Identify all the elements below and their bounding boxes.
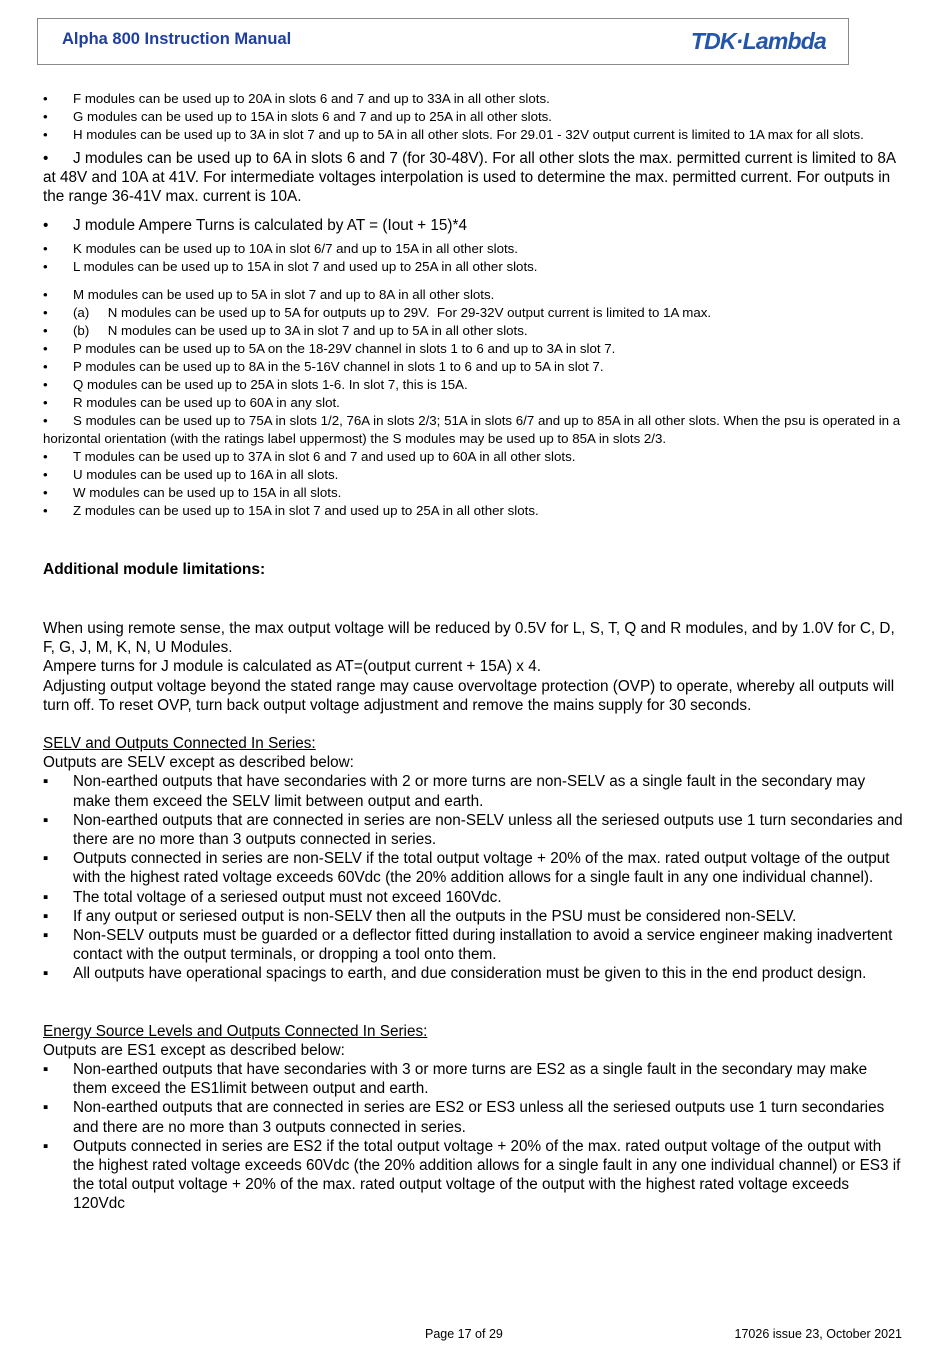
list-item: ▪ The total voltage of a seriesed output must not exceed 160Vdc. xyxy=(43,888,502,906)
paragraph: Ampere turns for J module is calculated as AT=(output current + 15A) x 4. xyxy=(43,658,541,676)
list-item: • H modules can be used up to 3A in slot 7 and up to 5A in all other slots. For 29.01 - 32V output current is limited to 1A max for all slots. xyxy=(43,127,864,142)
manual-title: Alpha 800 Instruction Manual xyxy=(62,30,292,48)
list-item: ▪ All outputs have operational spacings to earth, and due consideration must be given to this in the end product design. xyxy=(43,965,867,983)
list-item: ▪ Non-earthed outputs that are connected in series are ES2 or ES3 unless all the seriesed outputs use 1 turn secondaries and there are no more than 3 outputs connected in series. xyxy=(43,1099,885,1136)
page-content xyxy=(43,90,905,1214)
list-item: • P modules can be used up to 5A on the 18-29V channel in slots 1 to 6 and up to 3A in slot 7. xyxy=(43,341,616,356)
document-issue: 17026 issue 23, October 2021 xyxy=(734,1327,902,1341)
bullet-list-rest xyxy=(43,286,905,520)
additional-limitations-text xyxy=(43,619,905,715)
list-item: ▪ Non-earthed outputs that have secondaries with 3 or more turns are ES2 as a single fault in the secondary may make them exceed the ES1limit between output and earth. xyxy=(43,1061,868,1098)
list-item: • J module Ampere Turns is calculated by AT = (Iout + 15)*4 xyxy=(43,217,467,234)
list-item: • W modules can be used up to 15A in all slots. xyxy=(43,485,342,500)
section-heading: Energy Source Levels and Outputs Connected In Series: xyxy=(43,1022,428,1040)
list-item: • J modules can be used up to 6A in slots 6 and 7 (for 30-48V). For all other slots the max. permitted current is limited to 8A at 48V and 10A at 41V. For intermediate voltages interpolation is used to determine the max. permitted current. For outputs in the range 36-41V max. current is 10A. xyxy=(43,150,896,205)
tdk-lambda-logo: TDK·Lambda xyxy=(690,28,826,54)
page-header xyxy=(37,18,849,65)
list-item: • Q modules can be used up to 25A in slots 1-6. In slot 7, this is 15A. xyxy=(43,377,468,392)
list-item: • F modules can be used up to 20A in slots 6 and 7 and up to 33A in all other slots. xyxy=(43,91,550,106)
list-item: ▪ Outputs connected in series are non-SELV if the total output voltage + 20% of the max. rated output voltage of the output with the highest rated voltage exceeds 60Vdc (the 20% addition allows for a single fault in any one individual channel). xyxy=(43,850,890,887)
list-item: • P modules can be used up to 8A in the 5-16V channel in slots 1 to 6 and up to 5A in slot 7. xyxy=(43,359,604,374)
list-item: • (b) N modules can be used up to 3A in slot 7 and up to 5A in all other slots. xyxy=(43,323,528,338)
section-heading: SELV and Outputs Connected In Series: xyxy=(43,735,316,753)
list-item: • S modules can be used up to 75A in slots 1/2, 76A in slots 2/3; 51A in slots 6/7 and up to 85A in all other slots. When the psu is operated in a horizontal orientation (with the ratings label uppermost) the S modules may be used up to 85A in slots 2/3. xyxy=(43,413,901,446)
list-item: ▪ Outputs connected in series are ES2 if the total output voltage + 20% of the max. rated output voltage of the output with the highest rated voltage exceeds 60Vdc (the 20% addition allows for a single fault in any one individual channel) or ES3 if the total output voltage + 20% of the max. rated output voltage of the output with the highest rated voltage exceeds 120Vdc xyxy=(43,1137,901,1213)
list-item: • K modules can be used up to 10A in slot 6/7 and up to 15A in all other slots. xyxy=(43,241,519,256)
list-item: • Z modules can be used up to 15A in slot 7 and used up to 25A in all other slots. xyxy=(43,503,539,518)
energy-section xyxy=(43,1022,905,1214)
list-item: • M modules can be used up to 5A in slot 7 and up to 8A in all other slots. xyxy=(43,287,495,302)
selv-section xyxy=(43,734,905,984)
list-item: ▪ Non-earthed outputs that have secondaries with 2 or more turns are non-SELV as a single fault in the secondary may make them exceed the SELV limit between output and earth. xyxy=(43,773,866,810)
list-item: ▪ If any output or seriesed output is non-SELV then all the outputs in the PSU must be considered non-SELV. xyxy=(43,907,797,925)
list-item: • (a) N modules can be used up to 5A for outputs up to 29V. For 29-32V output current is limited to 1A max. xyxy=(43,305,712,320)
paragraph: Adjusting output voltage beyond the stated range may cause overvoltage protection (OVP) to operate, whereby all outputs will turn off. To reset OVP, turn back output voltage adjustment and remove the mains supply for 30 seconds. xyxy=(43,677,895,714)
section-heading: Additional module limitations: xyxy=(43,561,266,578)
bullet-list-kl xyxy=(43,240,905,276)
bullet-list-top xyxy=(43,90,905,144)
page-number: Page 17 of 29 xyxy=(425,1327,503,1341)
section-intro: Outputs are SELV except as described below: xyxy=(43,754,354,772)
list-item: ▪ Non-earthed outputs that are connected in series are non-SELV unless all the seriesed outputs use 1 turn secondaries and there are no more than 3 outputs connected in series. xyxy=(43,811,903,849)
list-item: • T modules can be used up to 37A in slot 6 and 7 and used up to 60A in all other slots. xyxy=(43,449,576,464)
list-item: • G modules can be used up to 15A in slots 6 and 7 and up to 25A in all other slots. xyxy=(43,109,553,124)
list-item: ▪ Non-SELV outputs must be guarded or a deflector fitted during installation to avoid a service engineer making inadvertent contact with the output terminals, or dropping a tool onto them. xyxy=(43,927,893,964)
list-item: • R modules can be used up to 60A in any slot. xyxy=(43,395,340,410)
list-item: • U modules can be used up to 16A in all slots. xyxy=(43,467,339,482)
list-item: • L modules can be used up to 15A in slot 7 and used up to 25A in all other slots. xyxy=(43,259,538,274)
section-intro: Outputs are ES1 except as described below: xyxy=(43,1041,345,1059)
paragraph: When using remote sense, the max output voltage will be reduced by 0.5V for L, S, T, Q and R modules, and by 1.0V for C, D, F, G, J, M, K, N, U Modules. xyxy=(43,620,895,657)
bullet-list-j xyxy=(43,149,905,235)
